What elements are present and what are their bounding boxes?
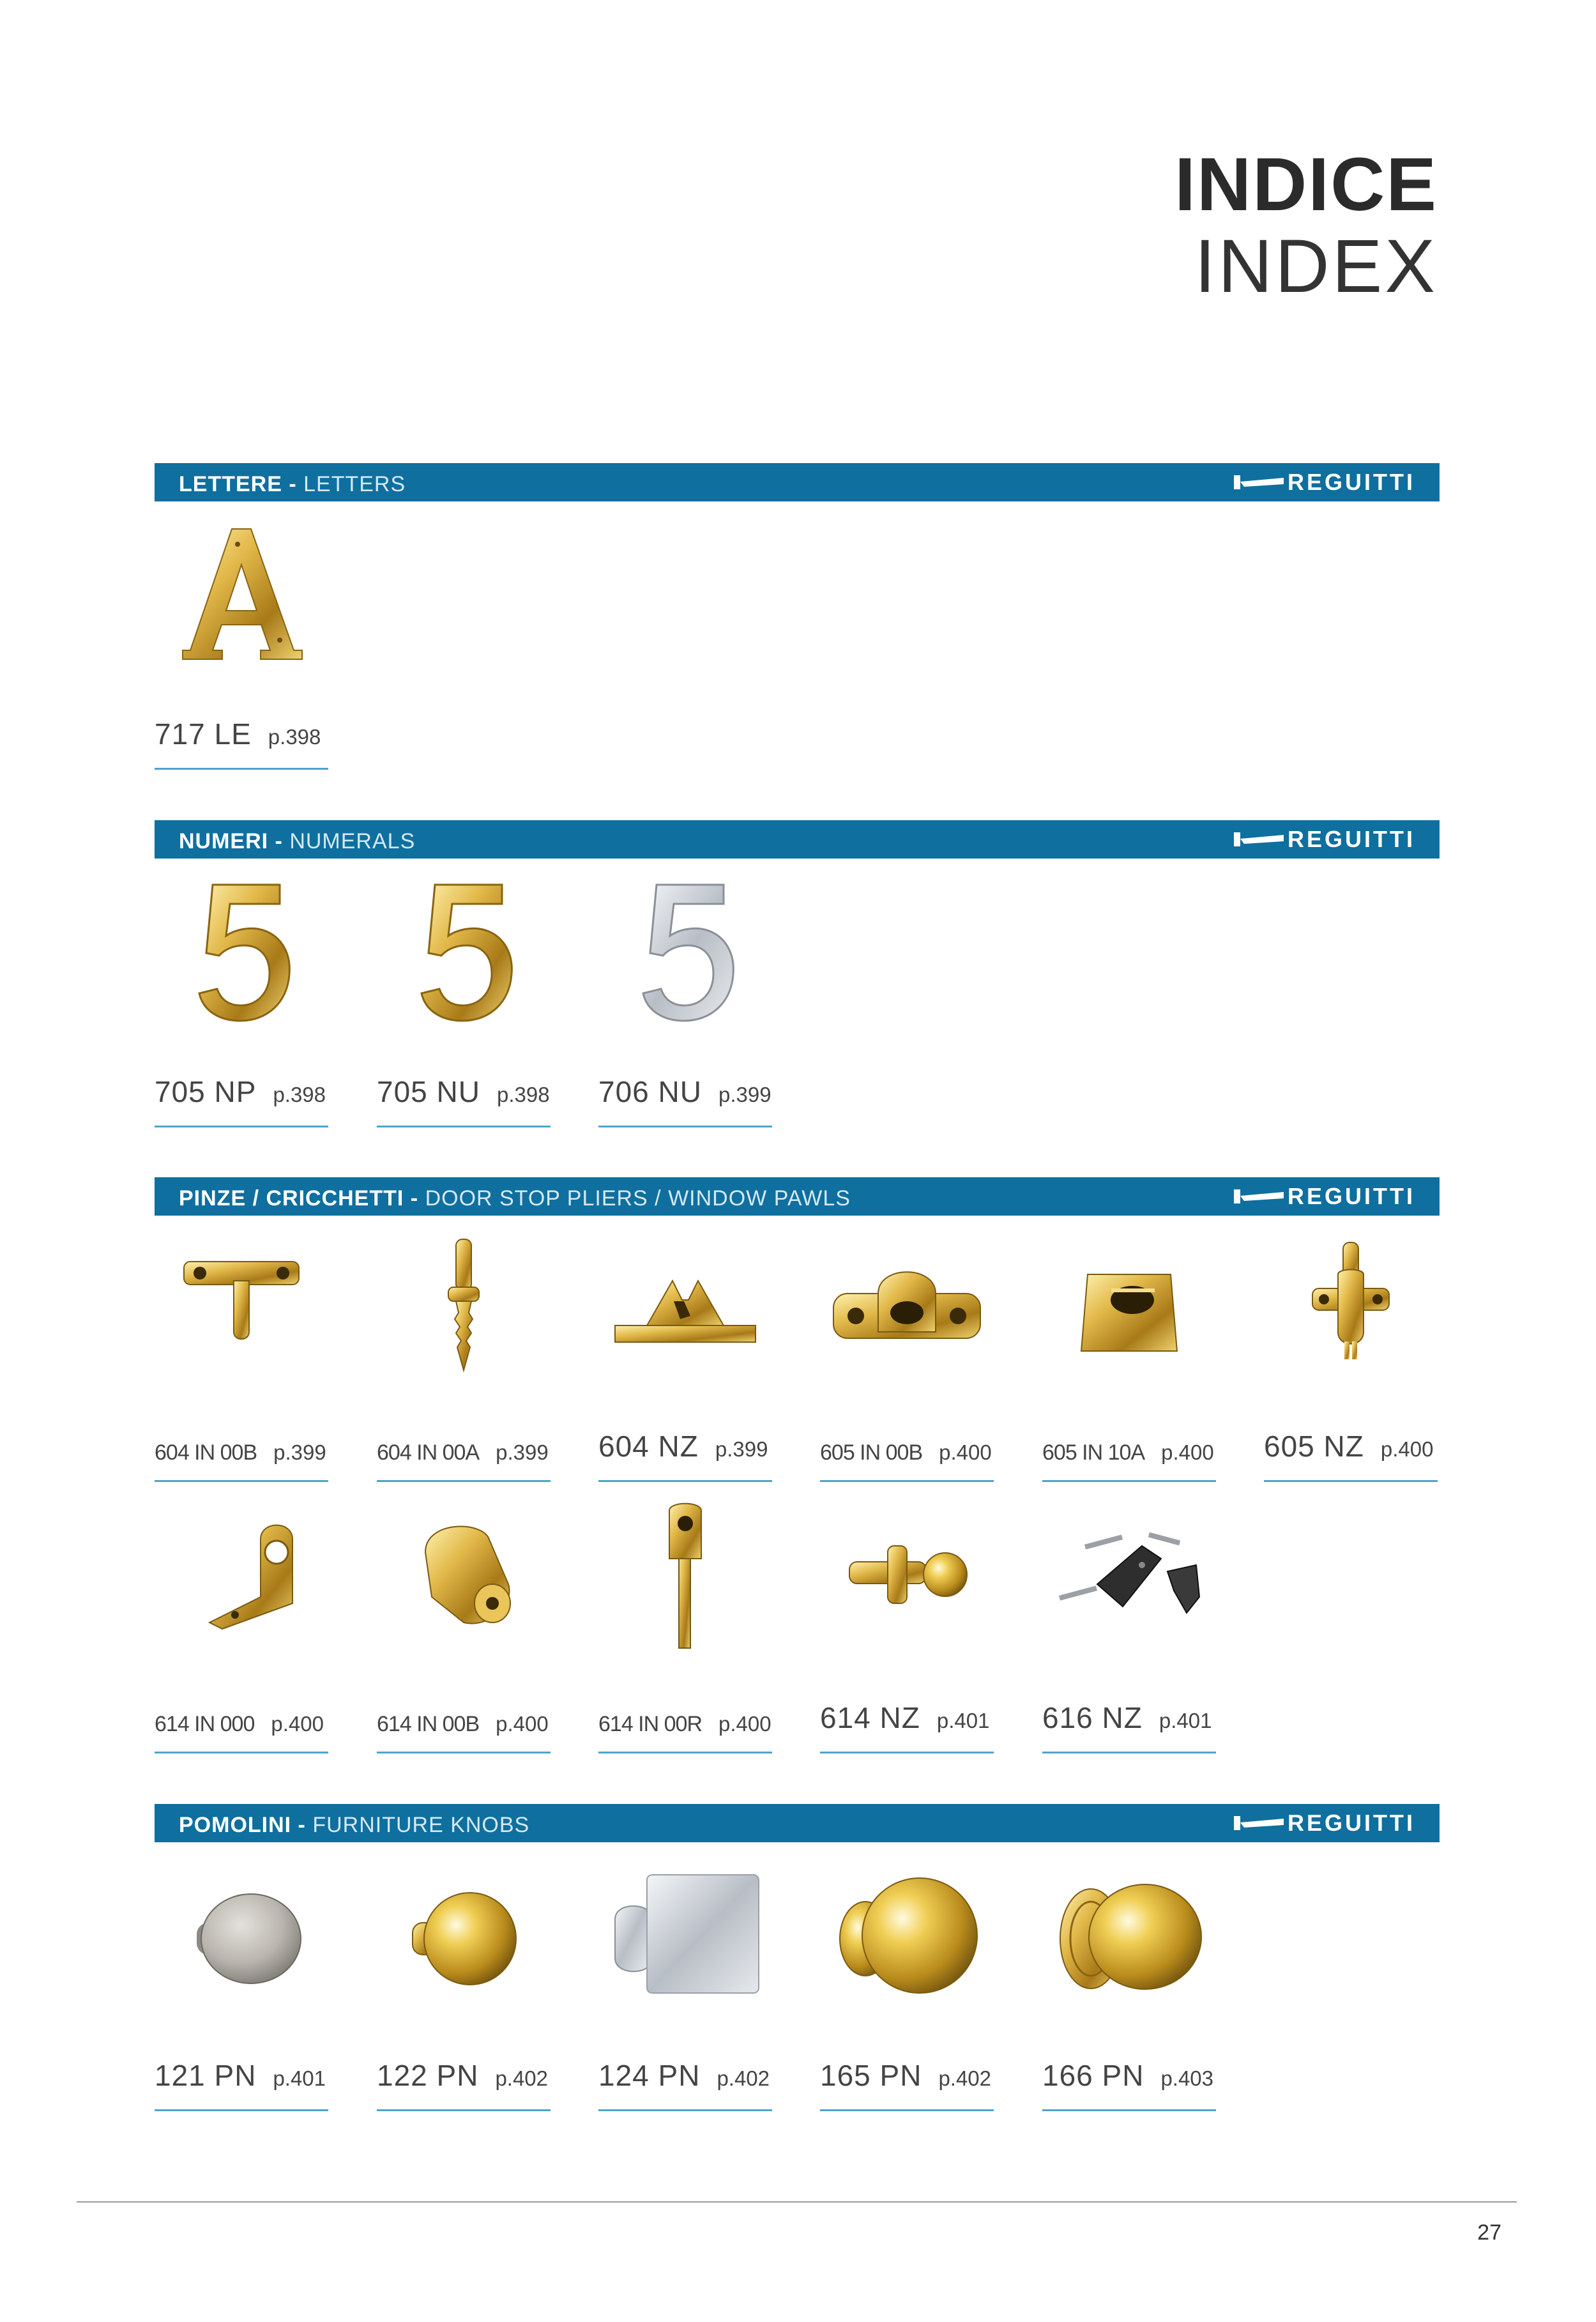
eye-pin-icon bbox=[609, 1501, 762, 1654]
divider bbox=[598, 2109, 772, 2111]
door-stop-pin-icon bbox=[387, 1230, 540, 1383]
divider bbox=[820, 2109, 994, 2111]
window-pawl-plate-icon bbox=[824, 1230, 990, 1383]
page-ref: p.399 bbox=[496, 1440, 549, 1464]
sash-bolt-icon bbox=[824, 1501, 990, 1654]
page-ref: p.400 bbox=[271, 1712, 324, 1736]
page-ref: p.401 bbox=[936, 1709, 990, 1732]
divider bbox=[598, 1480, 772, 1482]
page-ref: p.399 bbox=[715, 1437, 768, 1461]
title-italian: INDICE bbox=[1174, 142, 1438, 227]
page-ref: p.402 bbox=[495, 2066, 549, 2090]
section-header-pliers-pawls bbox=[155, 1177, 1440, 1216]
product-code: 614 IN 000 bbox=[155, 1712, 255, 1736]
page-ref: p.398 bbox=[496, 1083, 550, 1106]
section-label: LETTERE - LETTERS bbox=[179, 472, 406, 496]
door-stop-plier-icon bbox=[165, 1230, 318, 1383]
brass-letter-a-icon bbox=[171, 517, 312, 671]
product-code: 604 IN 00A bbox=[377, 1440, 480, 1465]
reguitti-logo: REGUITTI bbox=[1234, 829, 1415, 850]
divider bbox=[155, 1126, 328, 1127]
section-label: POMOLINI - FURNITURE KNOBS bbox=[179, 1813, 530, 1837]
product-code: 614 IN 00R bbox=[598, 1712, 702, 1736]
page-ref: p.399 bbox=[718, 1083, 771, 1106]
page-ref: p.398 bbox=[273, 1083, 326, 1106]
title-english: INDEX bbox=[1194, 224, 1438, 309]
page-ref: p.403 bbox=[1160, 2066, 1214, 2090]
product-code: 605 NZ bbox=[1264, 1430, 1364, 1463]
divider bbox=[155, 768, 328, 770]
divider bbox=[820, 1480, 994, 1482]
page-ref: p.400 bbox=[718, 1712, 771, 1736]
page-ref: p.401 bbox=[273, 2066, 326, 2090]
reguitti-mark-icon bbox=[1234, 1187, 1284, 1206]
divider bbox=[155, 1752, 328, 1753]
product-code: 705 NP bbox=[155, 1075, 257, 1108]
divider bbox=[377, 2109, 551, 2111]
divider bbox=[377, 1480, 551, 1482]
product-code: 605 IN 10A bbox=[1042, 1440, 1145, 1465]
divider bbox=[377, 1126, 551, 1127]
product-code: 614 IN 00B bbox=[377, 1712, 480, 1736]
product-code: 166 PN bbox=[1042, 2059, 1144, 2092]
page-ref: p.400 bbox=[1161, 1440, 1214, 1464]
window-pawl-block-icon bbox=[1053, 1230, 1206, 1383]
section-header-knobs bbox=[155, 1804, 1440, 1842]
page-ref: p.402 bbox=[938, 2066, 992, 2090]
product-code: 705 NU bbox=[377, 1075, 480, 1108]
divider bbox=[1264, 1480, 1438, 1482]
brass-ball-knob-icon bbox=[824, 1859, 990, 2012]
section-label: PINZE / CRICCHETTI - DOOR STOP PLIERS / WINDOW PAWLS bbox=[179, 1186, 851, 1211]
product-code: 604 IN 00B bbox=[155, 1440, 257, 1465]
page-title bbox=[1174, 144, 1438, 307]
section-label: NUMERI - NUMERALS bbox=[179, 829, 416, 853]
product-code: 121 PN bbox=[155, 2059, 257, 2092]
reguitti-logo: REGUITTI bbox=[1234, 471, 1415, 493]
divider bbox=[1042, 1480, 1216, 1482]
product-code: 717 LE bbox=[155, 717, 252, 751]
brass-numeral-5-icon bbox=[184, 875, 299, 1028]
page-number: 27 bbox=[1477, 2220, 1501, 2245]
divider bbox=[598, 1126, 772, 1127]
product-code: 124 PN bbox=[598, 2059, 701, 2092]
footer-divider bbox=[77, 2201, 1517, 2203]
divider bbox=[820, 1752, 994, 1753]
brass-mushroom-knob-icon bbox=[1046, 1859, 1212, 2012]
divider bbox=[155, 2109, 328, 2111]
reguitti-logo: REGUITTI bbox=[1234, 1812, 1415, 1834]
reguitti-mark-icon bbox=[1234, 1814, 1284, 1833]
page-ref: p.398 bbox=[268, 725, 321, 749]
chrome-numeral-5-icon bbox=[628, 875, 743, 1028]
product-code: 706 NU bbox=[598, 1075, 702, 1108]
window-pawl-cross-icon bbox=[1274, 1230, 1427, 1383]
black-stop-set-icon bbox=[1046, 1501, 1212, 1654]
angle-bracket-icon bbox=[165, 1501, 318, 1654]
brass-numeral-5-icon bbox=[406, 875, 521, 1028]
square-chrome-knob-icon bbox=[602, 1859, 768, 2012]
divider bbox=[1042, 2109, 1216, 2111]
page-ref: p.402 bbox=[717, 2066, 770, 2090]
reguitti-mark-icon bbox=[1234, 473, 1284, 492]
page-ref: p.400 bbox=[496, 1712, 549, 1736]
product-code: 614 NZ bbox=[820, 1701, 920, 1734]
section-header-letters bbox=[155, 463, 1440, 501]
page-ref: p.400 bbox=[939, 1440, 992, 1464]
product-code: 604 NZ bbox=[598, 1430, 699, 1463]
section-header-numerals bbox=[155, 820, 1440, 859]
reguitti-logo: REGUITTI bbox=[1234, 1186, 1415, 1207]
reguitti-mark-icon bbox=[1234, 830, 1284, 849]
brass-cylinder-icon bbox=[387, 1501, 540, 1654]
grey-knob-icon bbox=[165, 1859, 318, 2012]
page-ref: p.399 bbox=[273, 1440, 326, 1464]
brass-round-knob-icon bbox=[387, 1859, 540, 2012]
divider bbox=[1042, 1752, 1216, 1753]
product-code: 165 PN bbox=[820, 2059, 922, 2092]
product-code: 122 PN bbox=[377, 2059, 479, 2092]
product-code: 616 NZ bbox=[1042, 1701, 1143, 1734]
door-stop-plate-icon bbox=[602, 1230, 768, 1383]
page-ref: p.401 bbox=[1159, 1709, 1212, 1732]
divider bbox=[377, 1752, 551, 1753]
divider bbox=[155, 1480, 328, 1482]
page-ref: p.400 bbox=[1380, 1437, 1434, 1461]
product-code: 605 IN 00B bbox=[820, 1440, 923, 1465]
divider bbox=[598, 1752, 772, 1753]
